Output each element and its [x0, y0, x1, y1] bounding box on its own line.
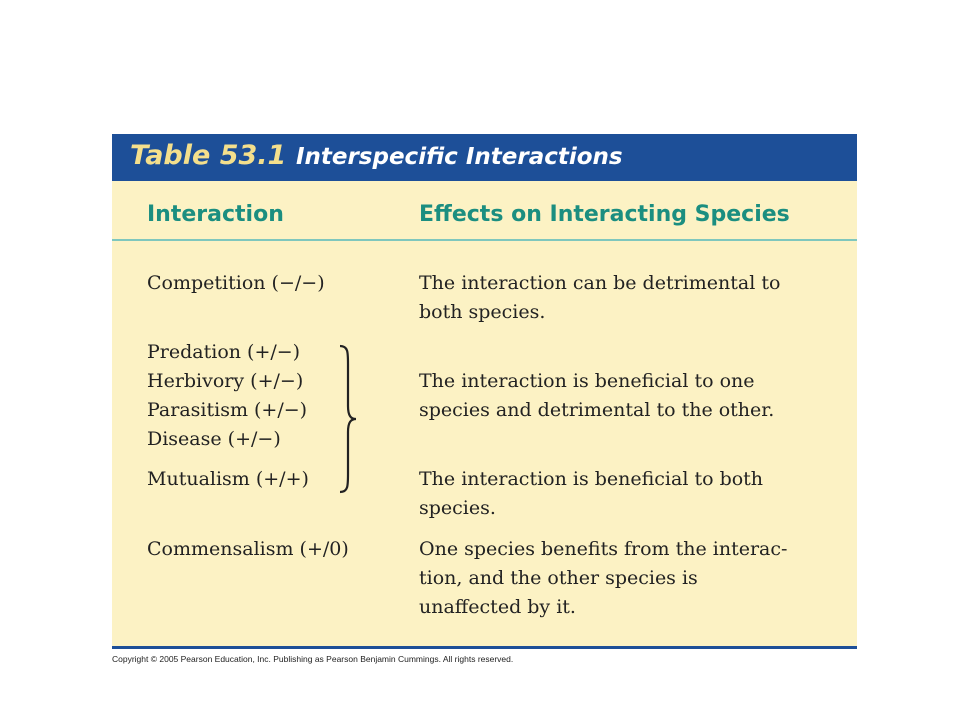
table-bottom-rule	[112, 646, 857, 649]
table-number: Table 53.1	[130, 140, 287, 171]
table-title	[130, 140, 623, 171]
row-predation-label: Predation (+/−)	[147, 341, 301, 363]
row-parasitism-label: Parasitism (+/−)	[147, 399, 308, 421]
column-header-effects: Effects on Interacting Species	[419, 202, 790, 227]
row-mutualism-effect-line-2: species.	[419, 497, 496, 519]
row-commensalism-label: Commensalism (+/0)	[147, 538, 349, 560]
row-herbivory-label: Herbivory (+/−)	[147, 370, 304, 392]
row-competition-effect-line-1: The interaction can be detrimental to	[419, 272, 781, 294]
row-commensalism-effect-line-2: tion, and the other species is	[419, 567, 698, 589]
row-commensalism-effect-line-1: One species benefits from the interac-	[419, 538, 788, 560]
grouping-brace	[338, 344, 358, 494]
header-divider	[112, 239, 857, 241]
row-disease-label: Disease (+/−)	[147, 428, 281, 450]
row-plus-minus-effect-line-1: The interaction is beneficial to one	[419, 370, 755, 392]
row-mutualism-effect-line-1: The interaction is beneficial to both	[419, 468, 764, 490]
row-competition-label: Competition (−/−)	[147, 272, 325, 294]
table-name: Interspecific Interactions	[295, 144, 623, 170]
interactions-table	[112, 134, 857, 646]
row-competition-effect-line-2: both species.	[419, 301, 546, 323]
row-plus-minus-effect-line-2: species and detrimental to the other.	[419, 399, 775, 421]
row-mutualism-label: Mutualism (+/+)	[147, 468, 309, 490]
row-commensalism-effect-line-3: unaffected by it.	[419, 596, 576, 618]
copyright-notice: Copyright © 2005 Pearson Education, Inc. Publishing as Pearson Benjamin Cummings. All rights reserved.	[112, 654, 514, 664]
column-header-interaction: Interaction	[147, 202, 284, 227]
table-title-bar	[112, 134, 857, 181]
